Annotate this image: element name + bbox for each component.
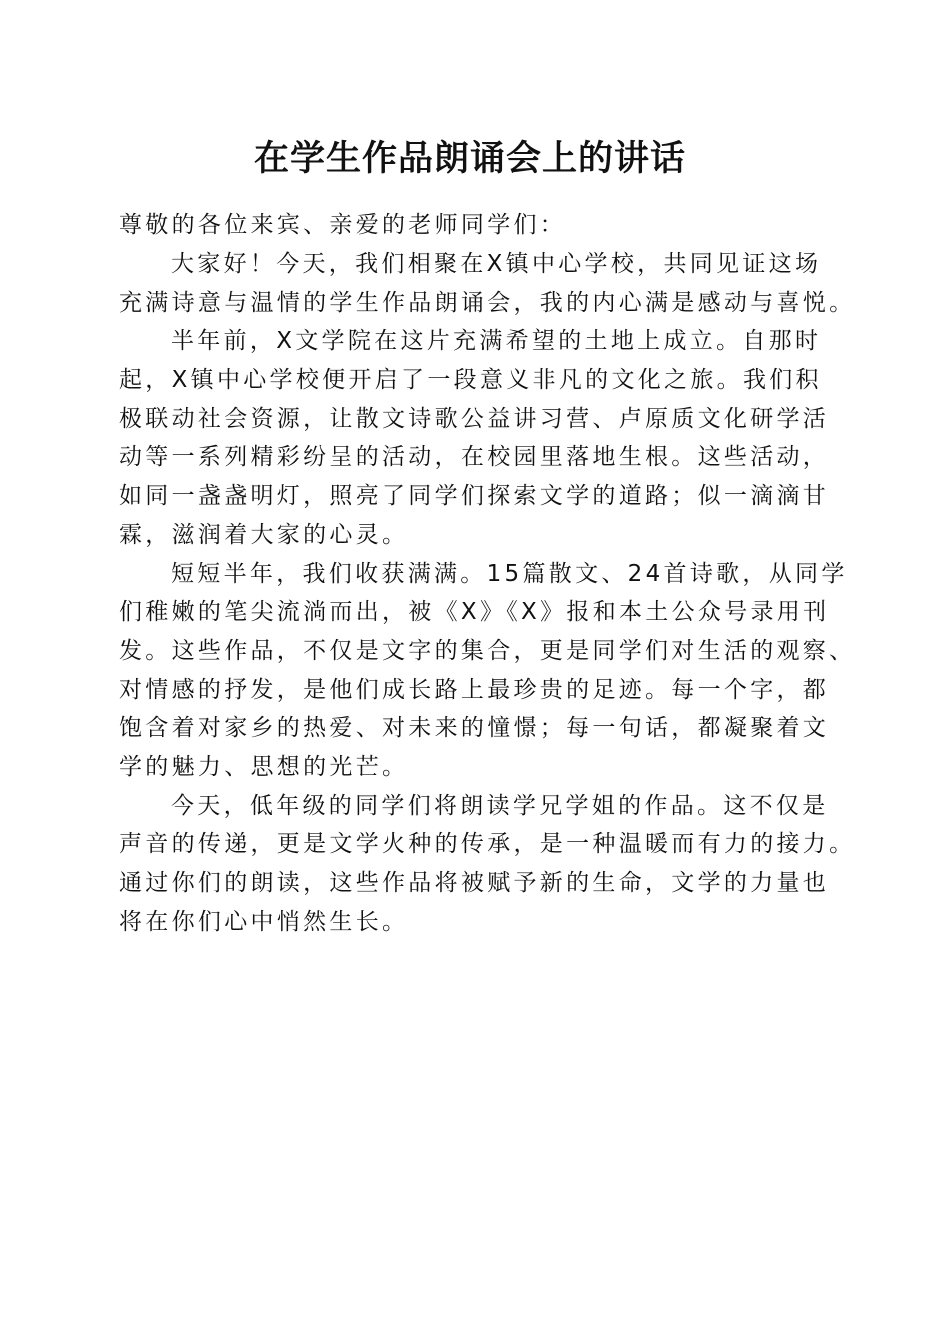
paragraph-1-line-2: 充满诗意与温情的学生作品朗诵会，我的内心满是感动与喜悦。 (119, 289, 856, 316)
salutation-line: 尊敬的各位来宾、亲爱的老师同学们： (119, 212, 567, 239)
paragraph-3-line-3: 发。这些作品，不仅是文字的集合，更是同学们对生活的观察、 (119, 637, 856, 664)
paragraph-3-line-1: 短短半年，我们收获满满。15篇散文、24首诗歌，从同学 (171, 560, 848, 587)
paragraph-2-line-1: 半年前，X文学院在这片充满希望的土地上成立。自那时 (171, 328, 822, 355)
paragraph-4-line-2: 声音的传递，更是文学火种的传承，是一种温暖而有力的接力。 (119, 831, 856, 858)
paragraph-4-line-1: 今天，低年级的同学们将朗读学兄学姐的作品。这不仅是 (171, 792, 829, 819)
paragraph-1-line-1: 大家好！今天，我们相聚在X镇中心学校，共同见证这场 (171, 251, 822, 278)
paragraph-3-line-4: 对情感的抒发，是他们成长路上最珍贵的足迹。每一个字，都 (119, 676, 830, 703)
paragraph-2-line-5: 如同一盏盏明灯，照亮了同学们探索文学的道路；似一滴滴甘 (119, 483, 830, 510)
paragraph-3-line-6: 学的魅力、思想的光芒。 (119, 753, 409, 780)
paragraph-2-line-2: 起，X镇中心学校便开启了一段意义非凡的文化之旅。我们积 (119, 367, 822, 394)
paragraph-2-line-4: 动等一系列精彩纷呈的活动，在校园里落地生根。这些活动， (119, 444, 830, 471)
paragraph-3-line-5: 饱含着对家乡的热爱、对未来的憧憬；每一句话，都凝聚着文 (119, 715, 830, 742)
document-title: 在学生作品朗诵会上的讲话 (253, 138, 686, 179)
paragraph-2-line-6: 霖，滋润着大家的心灵。 (119, 521, 409, 548)
document-body (119, 206, 856, 941)
paragraph-3-line-2: 们稚嫩的笔尖流淌而出，被《X》《X》报和本土公众号录用刊 (119, 599, 830, 626)
paragraph-4-line-4: 将在你们心中悄然生长。 (119, 908, 409, 935)
paragraph-4-line-3: 通过你们的朗读，这些作品将被赋予新的生命，文学的力量也 (119, 870, 830, 897)
paragraph-2-line-3: 极联动社会资源，让散文诗歌公益讲习营、卢原质文化研学活 (119, 405, 830, 432)
